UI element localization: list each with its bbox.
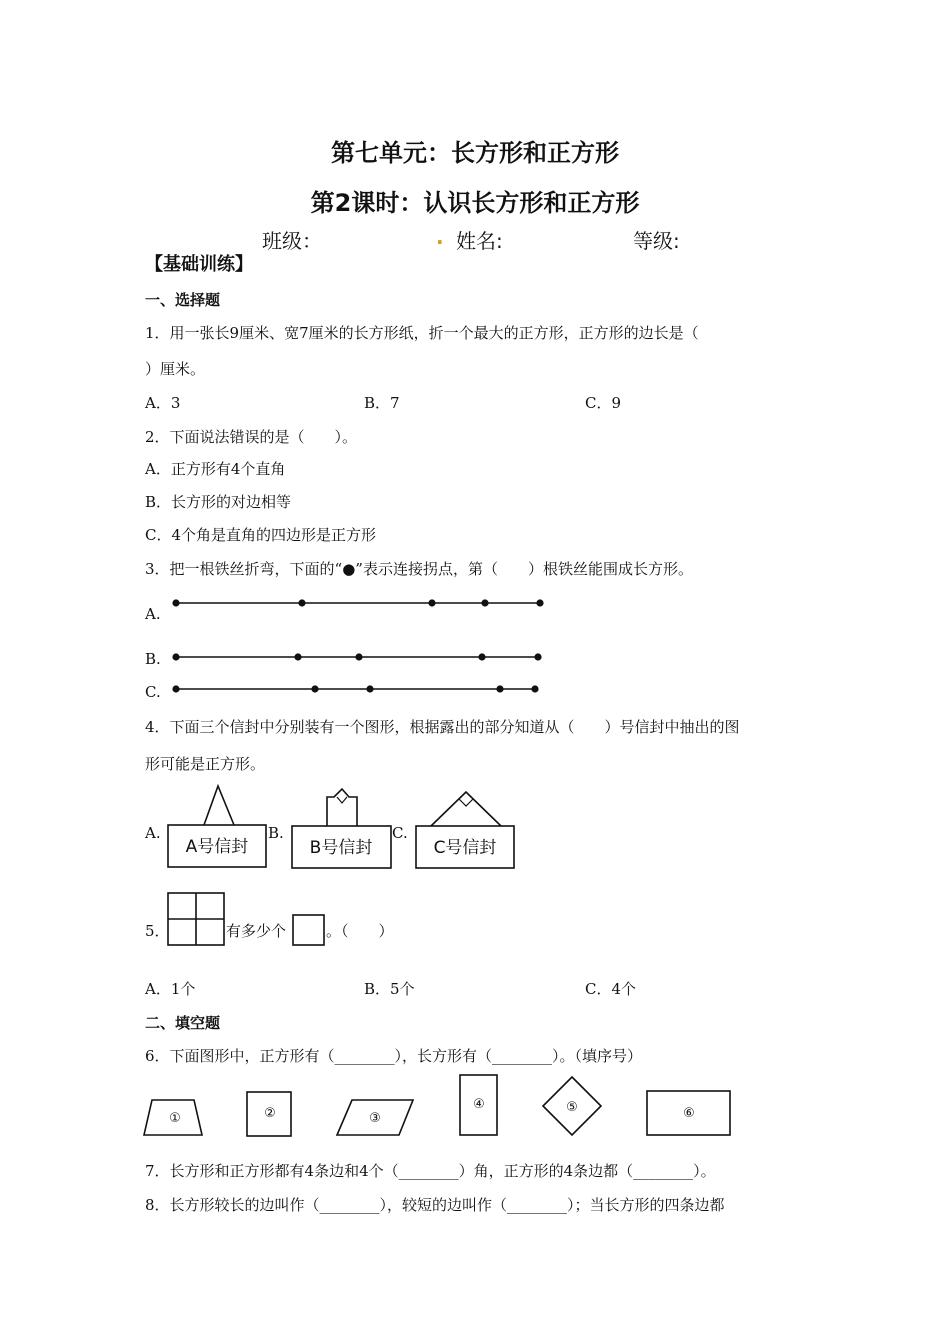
wire-c <box>173 686 538 692</box>
q3-label-c: C. <box>145 683 161 701</box>
q4-line2: 形可能是正方形。 <box>145 755 266 773</box>
q4-label-c: C. <box>392 824 408 842</box>
section-basic-training: 【基础训练】 <box>145 254 253 275</box>
q5-option-b: B．5个 <box>364 980 415 998</box>
class-label: 班级： <box>262 229 322 253</box>
q2-option-b: B．长方形的对边相等 <box>145 493 292 511</box>
name-label: 姓名: <box>456 229 503 253</box>
q1-option-c: C．9 <box>585 394 622 412</box>
separator-dot: . <box>436 225 444 249</box>
q2-option-c: C．4个角是直角的四边形是正方形 <box>145 526 377 544</box>
q6-shape-1-label: ① <box>169 1111 181 1126</box>
envelope-a-label: A号信封 <box>185 837 249 857</box>
q2-stem: 2．下面说法错误的是（ ）。 <box>145 428 358 446</box>
envelope-c-label: C号信封 <box>433 838 497 858</box>
wire-a <box>173 600 543 606</box>
q1-line2: ）厘米。 <box>145 360 206 378</box>
q1-option-a: A．3 <box>145 394 181 412</box>
q3-label-a: A. <box>145 605 161 623</box>
q5-square-figure <box>293 915 324 945</box>
q5-prefix: 5． <box>145 922 170 940</box>
q4-line1: 4．下面三个信封中分别装有一个图形，根据露出的部分知道从（ ）号信封中抽出的图 <box>145 718 740 736</box>
q5-option-c: C．4个 <box>585 980 637 998</box>
q3-label-b: B. <box>145 650 161 668</box>
q1-option-b: B．7 <box>364 394 400 412</box>
wire-b <box>173 654 541 660</box>
q4-label-a: A. <box>145 824 161 842</box>
q6-stem: 6．下面图形中，正方形有（________），长方形有（________）。（填序号） <box>145 1047 643 1065</box>
q3-stem: 3．把一根铁丝折弯，下面的“●”表示连接拐点，第（ ）根铁丝能围成长方形。 <box>145 560 693 578</box>
part1-title: 一、选择题 <box>145 291 221 309</box>
q6-shape-3-label: ③ <box>369 1111 381 1126</box>
q4-label-b: B. <box>268 824 284 842</box>
q6-shape-6-label: ⑥ <box>683 1106 695 1121</box>
q6-shape-5-label: ⑤ <box>566 1100 578 1115</box>
q5-option-a: A．1个 <box>145 980 196 998</box>
q6-shape-2-label: ② <box>264 1106 276 1121</box>
page-subtitle: 第2课时：认识长方形和正方形 <box>310 189 640 217</box>
q5-suffix: 。（ ） <box>326 922 394 940</box>
q5-middle: 有多少个 <box>226 922 287 940</box>
q7-stem: 7．长方形和正方形都有4条边和4个（________）角，正方形的4条边都（________）。 <box>145 1162 716 1180</box>
q8-stem: 8．长方形较长的边叫作（________），较短的边叫作（________）；当长方形的四条边都 <box>145 1196 725 1214</box>
q5-grid-figure <box>168 893 224 945</box>
page-title: 第七单元：长方形和正方形 <box>331 139 619 167</box>
q2-option-a: A．正方形有4个直角 <box>145 460 286 478</box>
q1-line1: 1．用一张长9厘米、宽7厘米的长方形纸，折一个最大的正方形，正方形的边长是（ <box>145 324 699 342</box>
envelope-b-label: B号信封 <box>309 838 373 858</box>
q6-shape-4-label: ④ <box>473 1097 485 1112</box>
grade-label: 等级: <box>633 229 680 253</box>
part2-title: 二、填空题 <box>145 1014 221 1032</box>
